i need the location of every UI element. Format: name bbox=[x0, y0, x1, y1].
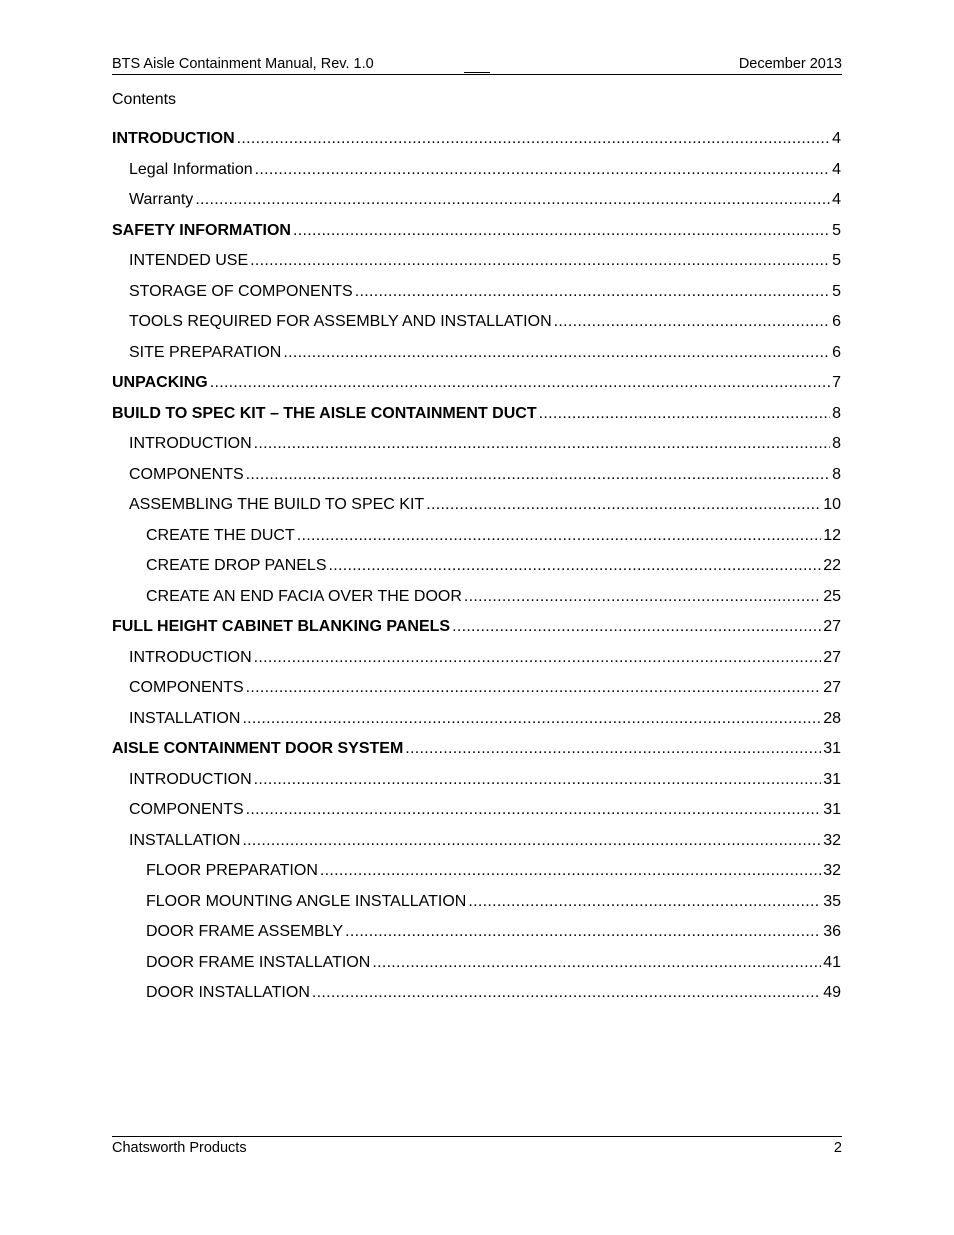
toc-entry-title: INSTALLATION bbox=[129, 831, 241, 849]
toc-entry[interactable] bbox=[112, 277, 841, 308]
toc-dot-leader bbox=[452, 612, 821, 642]
toc-entry[interactable] bbox=[112, 582, 841, 613]
toc-dot-leader bbox=[293, 216, 830, 246]
toc-dot-leader bbox=[255, 155, 830, 185]
toc-entry[interactable] bbox=[112, 856, 841, 887]
toc-dot-leader bbox=[237, 124, 830, 154]
toc-entry-title: Warranty bbox=[129, 191, 194, 209]
toc-entry-title: INTRODUCTION bbox=[112, 130, 235, 148]
header-title: BTS Aisle Containment Manual, Rev. 1.0 bbox=[112, 56, 374, 72]
toc-entry-page: 27 bbox=[823, 679, 841, 697]
toc-dot-leader bbox=[283, 338, 830, 368]
toc-dot-leader bbox=[426, 490, 821, 520]
toc-entry-title: INTRODUCTION bbox=[129, 648, 252, 666]
toc-entry-page: 8 bbox=[832, 465, 841, 483]
page-number: 2 bbox=[833, 1140, 842, 1156]
toc-entry-page: 27 bbox=[823, 648, 841, 666]
toc-entry[interactable] bbox=[112, 429, 841, 460]
toc-dot-leader bbox=[372, 948, 821, 978]
toc-entry[interactable] bbox=[112, 216, 841, 247]
toc-entry-title: CREATE THE DUCT bbox=[146, 526, 295, 544]
toc-entry-page: 4 bbox=[832, 160, 841, 178]
toc-entry[interactable] bbox=[112, 307, 841, 338]
toc-entry-title: FLOOR MOUNTING ANGLE INSTALLATION bbox=[146, 892, 467, 910]
toc-entry-page: 31 bbox=[823, 770, 841, 788]
toc-entry-title: TOOLS REQUIRED FOR ASSEMBLY AND INSTALLATION bbox=[129, 313, 552, 331]
toc-entry-title: CREATE DROP PANELS bbox=[146, 557, 327, 575]
toc-dot-leader bbox=[297, 521, 821, 551]
toc-entry[interactable] bbox=[112, 460, 841, 491]
toc-entry[interactable] bbox=[112, 978, 841, 1009]
toc-entry-title: BUILD TO SPEC KIT – THE AISLE CONTAINMENT DUCT bbox=[112, 404, 537, 422]
toc-entry[interactable] bbox=[112, 124, 841, 155]
toc-dot-leader bbox=[320, 856, 821, 886]
toc-entry-title: INTRODUCTION bbox=[129, 770, 252, 788]
toc-entry-title: SITE PREPARATION bbox=[129, 343, 282, 361]
toc-entry[interactable] bbox=[112, 185, 841, 216]
header-date: December 2013 bbox=[738, 56, 842, 72]
toc-entry[interactable] bbox=[112, 612, 841, 643]
contents-heading: Contents bbox=[112, 91, 177, 108]
toc-dot-leader bbox=[254, 765, 822, 795]
toc-entry[interactable] bbox=[112, 673, 841, 704]
toc-entry-title: DOOR INSTALLATION bbox=[146, 984, 310, 1002]
toc-entry-title: COMPONENTS bbox=[129, 465, 244, 483]
toc-entry-title: COMPONENTS bbox=[129, 801, 244, 819]
toc-entry-title: DOOR FRAME ASSEMBLY bbox=[146, 923, 344, 941]
toc-entry[interactable] bbox=[112, 338, 841, 369]
toc-entry[interactable] bbox=[112, 155, 841, 186]
toc-entry-title: FULL HEIGHT CABINET BLANKING PANELS bbox=[112, 618, 451, 636]
toc-entry-page: 5 bbox=[832, 252, 841, 270]
toc-entry-page: 5 bbox=[832, 282, 841, 300]
toc-dot-leader bbox=[355, 277, 830, 307]
toc-entry[interactable] bbox=[112, 826, 841, 857]
toc-entry[interactable] bbox=[112, 765, 841, 796]
toc-entry[interactable] bbox=[112, 399, 841, 430]
toc-dot-leader bbox=[539, 399, 830, 429]
toc-entry-page: 36 bbox=[823, 923, 841, 941]
toc-entry-page: 32 bbox=[823, 831, 841, 849]
page-header bbox=[112, 55, 842, 75]
toc-entry-page: 25 bbox=[823, 587, 841, 605]
toc-dot-leader bbox=[254, 643, 822, 673]
toc-entry-page: 32 bbox=[823, 862, 841, 880]
toc-dot-leader bbox=[242, 826, 821, 856]
toc-entry-page: 6 bbox=[832, 343, 841, 361]
toc-dot-leader bbox=[210, 368, 830, 398]
toc-entry[interactable] bbox=[112, 704, 841, 735]
header-rule-mark bbox=[464, 56, 490, 73]
toc-dot-leader bbox=[246, 795, 822, 825]
toc-entry[interactable] bbox=[112, 917, 841, 948]
toc-entry-page: 35 bbox=[823, 892, 841, 910]
table-of-contents bbox=[112, 124, 841, 1009]
toc-dot-leader bbox=[464, 582, 821, 612]
toc-dot-leader bbox=[250, 246, 830, 276]
toc-dot-leader bbox=[246, 673, 822, 703]
toc-dot-leader bbox=[254, 429, 830, 459]
toc-entry-title: Legal Information bbox=[129, 160, 253, 178]
toc-entry-page: 6 bbox=[832, 313, 841, 331]
toc-entry-page: 31 bbox=[823, 740, 841, 758]
toc-entry-title: INTENDED USE bbox=[129, 252, 249, 270]
toc-entry-title: INTRODUCTION bbox=[129, 435, 252, 453]
page-footer bbox=[112, 1136, 842, 1159]
toc-entry-title: DOOR FRAME INSTALLATION bbox=[146, 953, 371, 971]
toc-entry-title: UNPACKING bbox=[112, 374, 208, 392]
toc-entry-title: INSTALLATION bbox=[129, 709, 241, 727]
toc-dot-leader bbox=[554, 307, 830, 337]
toc-entry-page: 22 bbox=[823, 557, 841, 575]
toc-entry-title: AISLE CONTAINMENT DOOR SYSTEM bbox=[112, 740, 404, 758]
toc-entry-page: 49 bbox=[823, 984, 841, 1002]
toc-dot-leader bbox=[405, 734, 821, 764]
toc-entry[interactable] bbox=[112, 948, 841, 979]
toc-entry[interactable] bbox=[112, 551, 841, 582]
toc-entry-title: FLOOR PREPARATION bbox=[146, 862, 318, 880]
toc-entry-title: CREATE AN END FACIA OVER THE DOOR bbox=[146, 587, 462, 605]
toc-entry-page: 31 bbox=[823, 801, 841, 819]
toc-entry-page: 7 bbox=[832, 374, 841, 392]
toc-dot-leader bbox=[468, 887, 821, 917]
toc-entry[interactable] bbox=[112, 521, 841, 552]
toc-entry-page: 41 bbox=[823, 953, 841, 971]
toc-entry[interactable] bbox=[112, 246, 841, 277]
toc-entry-page: 4 bbox=[832, 191, 841, 209]
toc-entry[interactable] bbox=[112, 734, 841, 765]
toc-entry-title: COMPONENTS bbox=[129, 679, 244, 697]
toc-entry[interactable] bbox=[112, 368, 841, 399]
toc-entry[interactable] bbox=[112, 643, 841, 674]
toc-entry-page: 12 bbox=[823, 526, 841, 544]
toc-entry-title: ASSEMBLING THE BUILD TO SPEC KIT bbox=[129, 496, 425, 514]
toc-entry[interactable] bbox=[112, 887, 841, 918]
footer-company: Chatsworth Products bbox=[112, 1140, 247, 1156]
toc-entry-page: 4 bbox=[832, 130, 841, 148]
toc-dot-leader bbox=[246, 460, 830, 490]
toc-entry[interactable] bbox=[112, 490, 841, 521]
toc-entry[interactable] bbox=[112, 795, 841, 826]
toc-entry-page: 10 bbox=[823, 496, 841, 514]
toc-entry-title: STORAGE OF COMPONENTS bbox=[129, 282, 353, 300]
toc-dot-leader bbox=[195, 185, 830, 215]
toc-dot-leader bbox=[312, 978, 821, 1008]
toc-entry-page: 8 bbox=[832, 435, 841, 453]
toc-dot-leader bbox=[242, 704, 821, 734]
toc-dot-leader bbox=[329, 551, 822, 581]
toc-entry-page: 8 bbox=[832, 404, 841, 422]
toc-entry-page: 28 bbox=[823, 709, 841, 727]
toc-dot-leader bbox=[345, 917, 821, 947]
toc-entry-title: SAFETY INFORMATION bbox=[112, 221, 291, 239]
toc-entry-page: 5 bbox=[832, 221, 841, 239]
toc-entry-page: 27 bbox=[823, 618, 841, 636]
